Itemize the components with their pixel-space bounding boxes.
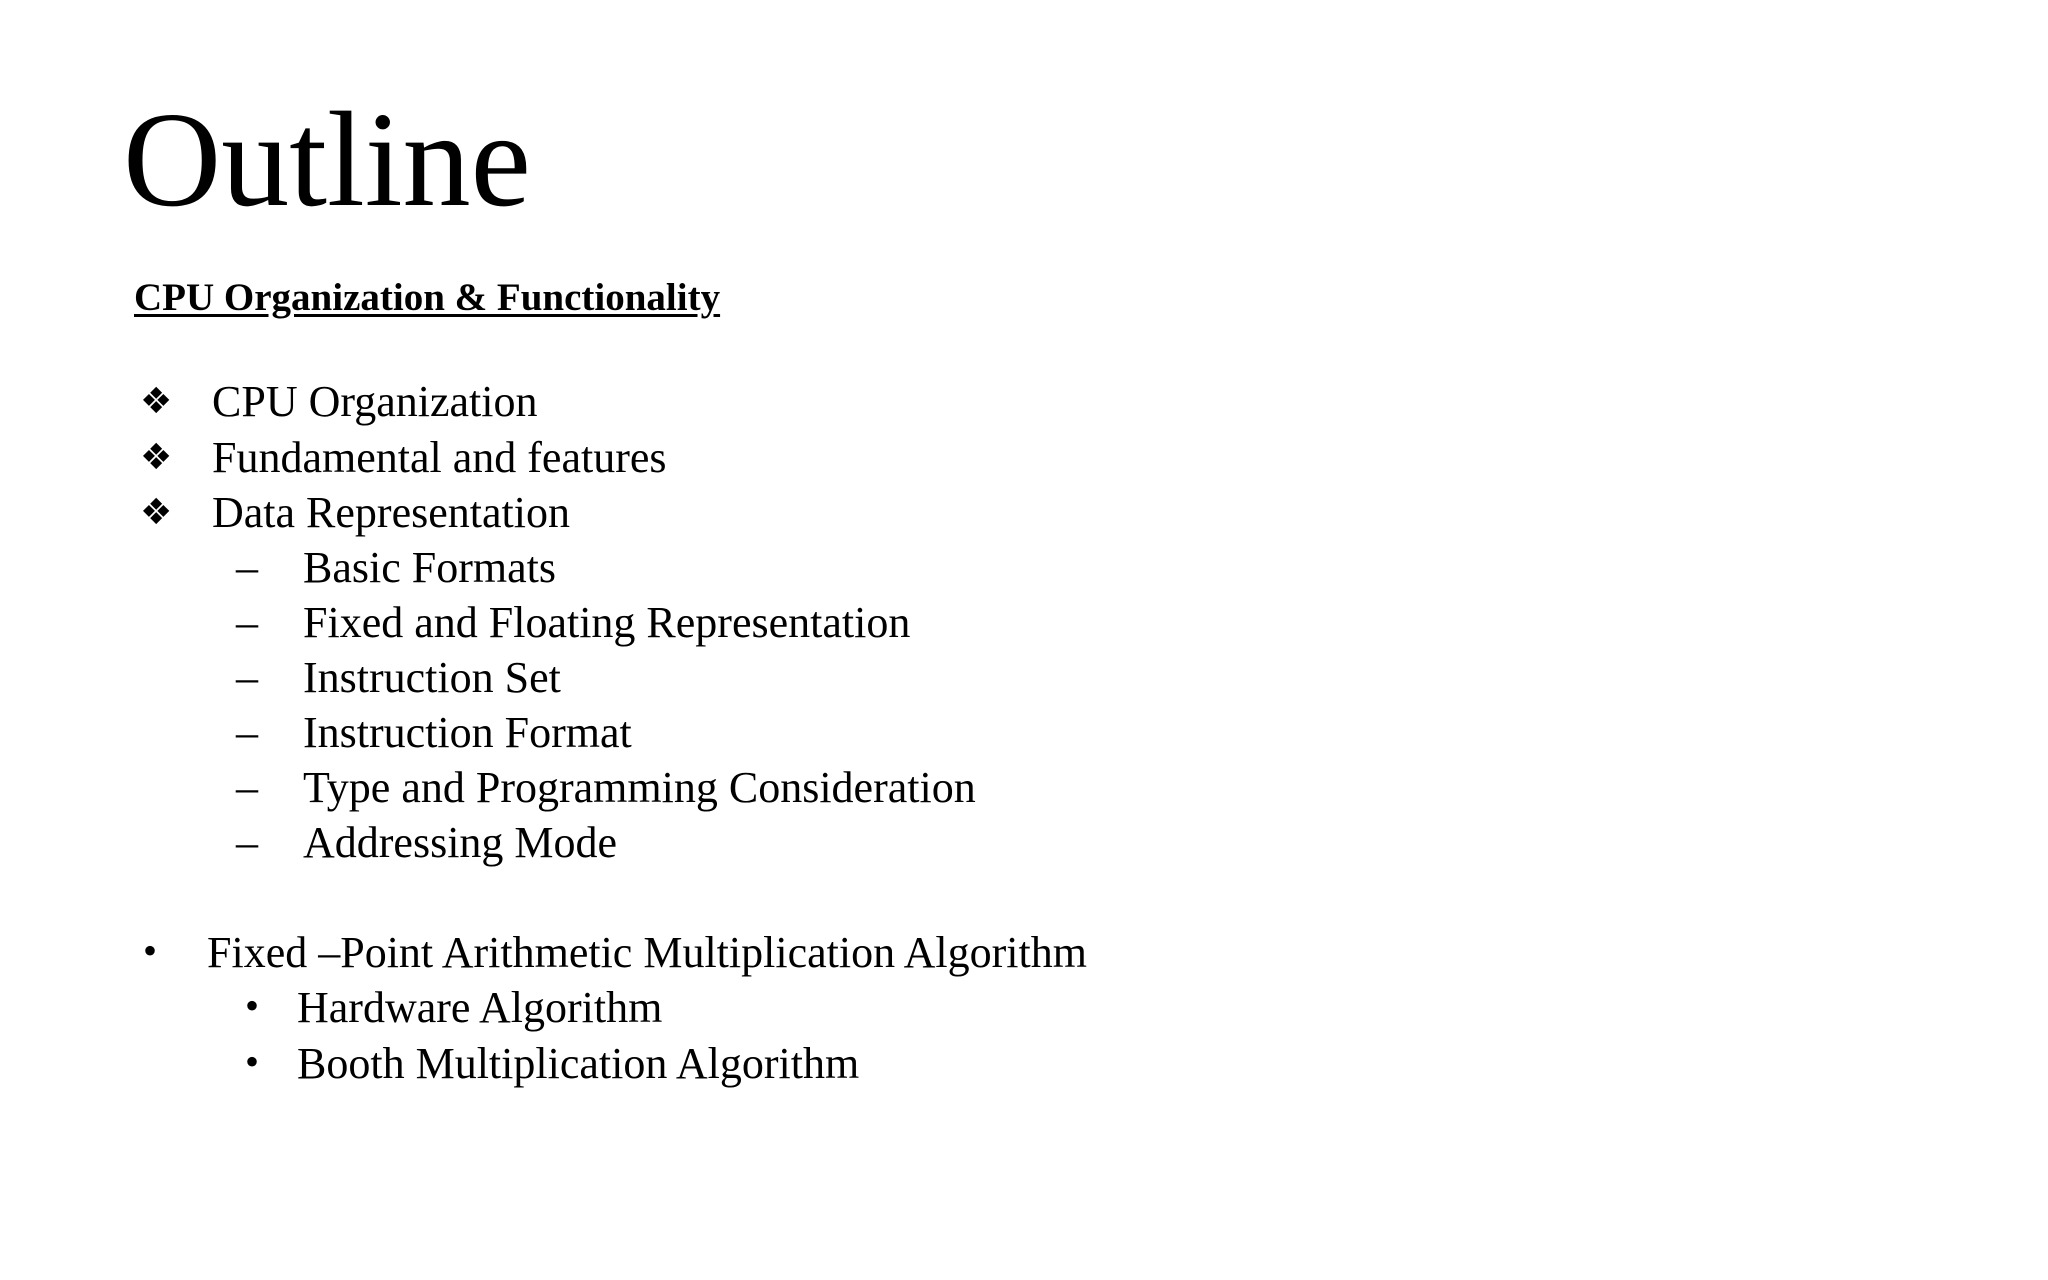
dash-bullet-icon: –: [236, 653, 258, 702]
section-heading: CPU Organization & Functionality: [134, 276, 721, 319]
diamond-bullet-icon: ❖: [140, 381, 173, 422]
dot-bullet-icon: •: [143, 928, 158, 973]
diamond-bullet-icon: ❖: [140, 437, 173, 478]
sub-list-item-label: Fixed and Floating Representation: [303, 598, 911, 647]
diamond-bullet-icon: ❖: [140, 492, 173, 533]
list-item-label: Fixed –Point Arithmetic Multiplication Algorithm: [207, 928, 1087, 977]
dash-bullet-icon: –: [236, 818, 258, 867]
sub-list-item-label: Hardware Algorithm: [297, 983, 663, 1032]
slide-title: Outline: [123, 85, 531, 235]
sub-list-item-label: Basic Formats: [303, 543, 556, 592]
list-item-label: CPU Organization: [212, 377, 538, 426]
sub-list-item-label: Instruction Set: [303, 653, 561, 702]
dash-bullet-icon: –: [236, 543, 258, 592]
sub-list-item-label: Booth Multiplication Algorithm: [297, 1039, 860, 1088]
sub-list-item-label: Instruction Format: [303, 708, 632, 757]
dash-bullet-icon: –: [236, 708, 258, 757]
list-item-label: Fundamental and features: [212, 433, 667, 482]
list-item-label: Data Representation: [212, 488, 570, 537]
dash-bullet-icon: –: [236, 763, 258, 812]
sub-list-item-label: Addressing Mode: [303, 818, 618, 867]
dot-bullet-icon: •: [245, 1039, 260, 1084]
dot-bullet-icon: •: [245, 983, 260, 1028]
sub-list-item-label: Type and Programming Consideration: [303, 763, 976, 812]
dash-bullet-icon: –: [236, 598, 258, 647]
